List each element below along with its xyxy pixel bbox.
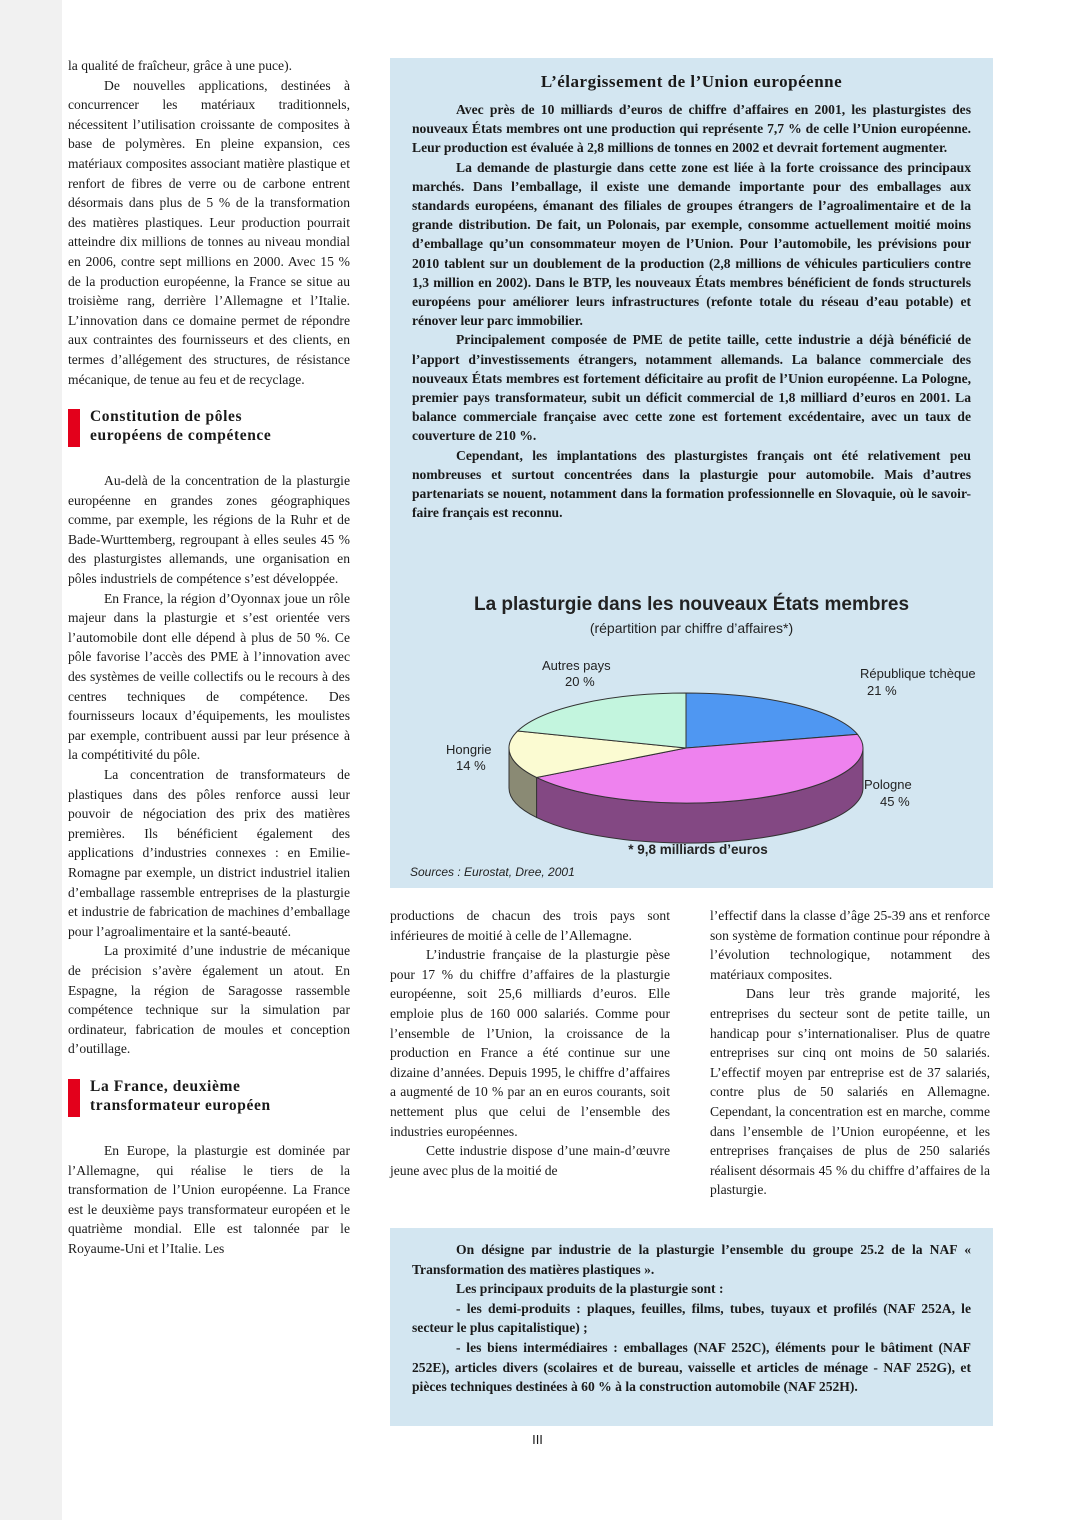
heading-line: transformateur européen xyxy=(90,1096,271,1114)
paragraph: De nouvelles applications, destinées à concurrencer les matériaux traditionnels, nécessitent l’utilisation croissante de composites à base de polymères. En pleine expansion, ces matériaux composites associant matière plastique et renfort de fibres de verre ou de carbone entrent désormais dans plus de 5 % de la transformation des matières plastiques. Leur production pourrait atteindre dix millions de tonnes au niveau mondial en 2006, contre sept millions en 2000. Avec 15 % de la production européenne, la France se situe au troisième rang, derrière l’Allemagne et l’Italie. L’innovation dans ce domaine permet de répondre aux contraintes des fournisseurs et des clients, en termes d’allégement des structures, de résistance mécanique, de tenue au feu et de recyclage. xyxy=(68,77,350,387)
paragraph: Cependant, les implantations des plasturgistes français ont été relativement peu nombreuses et surtout concentrées dans la plasturgie pour automobile. Mais d’autres partenariats se nouent, notamment dans la formation professionnelle en Slovaquie, où le savoir-faire français est reconnu. xyxy=(412,447,971,521)
paragraph: La demande de plasturgie dans cette zone est liée à la forte croissance des principaux marchés. Dans l’emballage, il existe une demande importante pour des emballages aux standards européens, émanant des filiales de groupes étrangers de l’agroalimentaire et de la grande distribution. De fait, un Polonais, par exemple, consomme actuellement moitié moins d’emballage qu’un consommateur moyen de l’Union. Pour l’automobile, les prévisions pour 2010 tablent sur un doublement de la production (2,8 millions de véhicules particuliers contre 1,3 million en 2002). Dans le BTP, les nouveaux États membres bénéficient de fonds structurels européens pour améliorer leurs infrastructures (refonte totale du réseau d’eau potable) et rénover leur parc immobilier. xyxy=(412,159,971,329)
paragraph: Les principaux produits de la plasturgie sont : xyxy=(456,1281,724,1297)
heading-line: La France, deuxième xyxy=(90,1077,241,1095)
enlargement-box xyxy=(390,58,993,888)
definition-box xyxy=(390,1228,993,1426)
section-heading-poles xyxy=(68,407,350,445)
paragraph: L’industrie française de la plasturgie pèse pour 17 % du chiffre d’affaires de la plasturgie européenne, soit 25,6 milliards d’euros. Elle emploie plus de 160 000 salariés. Comme pour l’ensemble de l’Union, la croissance de la production en France a été continue sur une dizaine d’années. Depuis 1995, le chiffre d’affaires a augmenté de 10 % par an en euros courants, soit nettement plus que celui de l’ensemble des industries européennes. xyxy=(390,947,670,1139)
middle-column xyxy=(390,906,670,1180)
heading-line: européens de compétence xyxy=(90,427,272,445)
paragraph: l’effectif dans la classe d’âge 25-39 ans et renforce son système de formation continue pour répondre à l’évolution technologique, notamment des matériaux composites. xyxy=(710,908,990,982)
pie-label-name: Autres pays xyxy=(542,658,611,673)
paragraph: la qualité de fraîcheur, grâce à une puce). xyxy=(68,58,292,73)
pie-label-value: 20 % xyxy=(565,674,595,689)
pie-label-name: Hongrie xyxy=(446,742,492,757)
section-heading-france xyxy=(68,1077,350,1115)
left-column xyxy=(68,56,350,1258)
heading-line: Constitution de pôles xyxy=(90,408,243,426)
pie-chart xyxy=(390,58,993,888)
chart-subtitle: (répartition par chiffre d’affaires*) xyxy=(589,620,794,636)
paragraph: - les biens intermédiaires : emballages (NAF 252C), éléments pour le bâtiment (NAF 252E), articles divers (scolaires et de bureau, vaisselle et articles de ménage - NAF 252G), et pièces techniques destinées à 60 % à la construction automobile (NAF 252H). xyxy=(412,1339,971,1395)
paragraph: On désigne par industrie de la plasturgie l’ensemble du groupe 25.2 de la NAF « Transformation des matières plastiques ». xyxy=(412,1242,971,1277)
paragraph: La concentration de transformateurs de plastiques dans des pôles renforce aussi leur pouvoir de négociation des prix des matières premières. Ils bénéficient également des applications d’industries connexes : en Emilie-Romagne par exemple, un district industriel italien d’emballage rassemble entreprises de la plasturgie et industrie de fabrication de machines d’emballage pour l’agroalimentaire et la santé-beauté. xyxy=(68,767,350,939)
chart-title: La plasturgie dans les nouveaux États membres xyxy=(473,594,910,615)
box-text xyxy=(412,1240,971,1397)
paragraph: Au-delà de la concentration de la plasturgie européenne en grandes zones géographiques comme, par exemple, les régions de la Ruhr et de Bade-Wurttemberg, regroupant à elles seules 45 % des plasturgistes allemands, une organisation en pôles industriels de compétence s’est développée. xyxy=(68,473,350,587)
heading-marker xyxy=(68,1079,80,1117)
pie-label-name: République tchèque xyxy=(860,666,976,681)
page-margin-strip xyxy=(0,0,62,1520)
pie-label-value: 45 % xyxy=(880,794,910,809)
chart-footnote: * 9,8 milliards d’euros xyxy=(628,842,768,857)
paragraph: productions de chacun des trois pays sont inférieures de moitié à celle de l’Allemagne. xyxy=(390,908,670,943)
right-column xyxy=(710,906,990,1200)
box-title: L’élargissement de l’Union européenne xyxy=(540,72,843,91)
paragraph: Avec près de 10 milliards d’euros de chiffre d’affaires en 2001, les plasturgistes des nouveaux États membres ont une production qui représente 7,7 % de celle l’Union européenne. Leur production est évaluée à 2,8 millions de tonnes en 2002 et devrait fortement augmenter. xyxy=(412,102,971,156)
paragraph: Cette industrie dispose d’une main-d’œuvre jeune avec plus de la moitié de xyxy=(390,1143,670,1178)
paragraph: Principalement composée de PME de petite taille, cette industrie a déjà bénéficié de l’apport d’investissements étrangers, notamment allemands. La balance commerciale des nouveaux États membres est fortement déficitaire au profit de l’Union européenne. La Pologne, premier pays transformateur, subit un déficit commercial de 1,8 milliard d’euros en 2001. La balance commerciale française avec cette zone est fortement excédentaire, avec un taux de couverture de 210 %. xyxy=(412,332,971,444)
pie-label-name: Pologne xyxy=(864,777,912,792)
paragraph: - les demi-produits : plaques, feuilles, films, tubes, tuyaux et profilés (NAF 252A, le secteur le plus capitalistique) ; xyxy=(412,1300,971,1336)
pie-label-value: 14 % xyxy=(456,758,486,773)
chart-source: Sources : Eurostat, Dree, 2001 xyxy=(410,865,575,879)
paragraph: En France, la région d’Oyonnax joue un rôle majeur dans la plasturgie et s’est orientée vers l’automobile dont elle dépend à plus de 50 %. Ce pôle favorise l’accès des PME à l’innovation avec des systèmes de veille collectifs ou le recours à des centres techniques de compétence. Des fournisseurs locaux d’équipements, les moulistes par exemple, contribuent aussi par leur présence à la compétitivité du pôle. xyxy=(68,590,350,763)
page-number: III xyxy=(532,1432,543,1447)
heading-marker xyxy=(68,409,80,447)
paragraph: En Europe, la plasturgie est dominée par l’Allemagne, qui réalise le tiers de la transformation de l’Union européenne. La France est le deuxième pays transformateur européen et le quatrième mondial. Elle est talonnée par le Royaume-Uni et l’Italie. Les xyxy=(68,1142,350,1256)
paragraph: Dans leur très grande majorité, les entreprises du secteur sont de petite taille, un handicap pour s’internationaliser. Plus de quatre entreprises sur cinq ont moins de 50 salariés. L’effectif moyen par entreprise est de 37 salariés, contre plus de 50 salariés en Allemagne. Cependant, la concentration est en marche, comme dans l’ensemble de l’Union européenne, et les entreprises françaises de plus de 250 salariés réalisent désormais 45 % du chiffre d’affaires de la plasturgie. xyxy=(710,986,990,1198)
paragraph: La proximité d’une industrie de mécanique de précision s’avère également un atout. En Espagne, la région de Saragosse rassemble compétence technique sur la simulation par ordinateur, fabrication de moules et conception d’outillage. xyxy=(68,943,350,1057)
pie-label-value: 21 % xyxy=(867,683,897,698)
